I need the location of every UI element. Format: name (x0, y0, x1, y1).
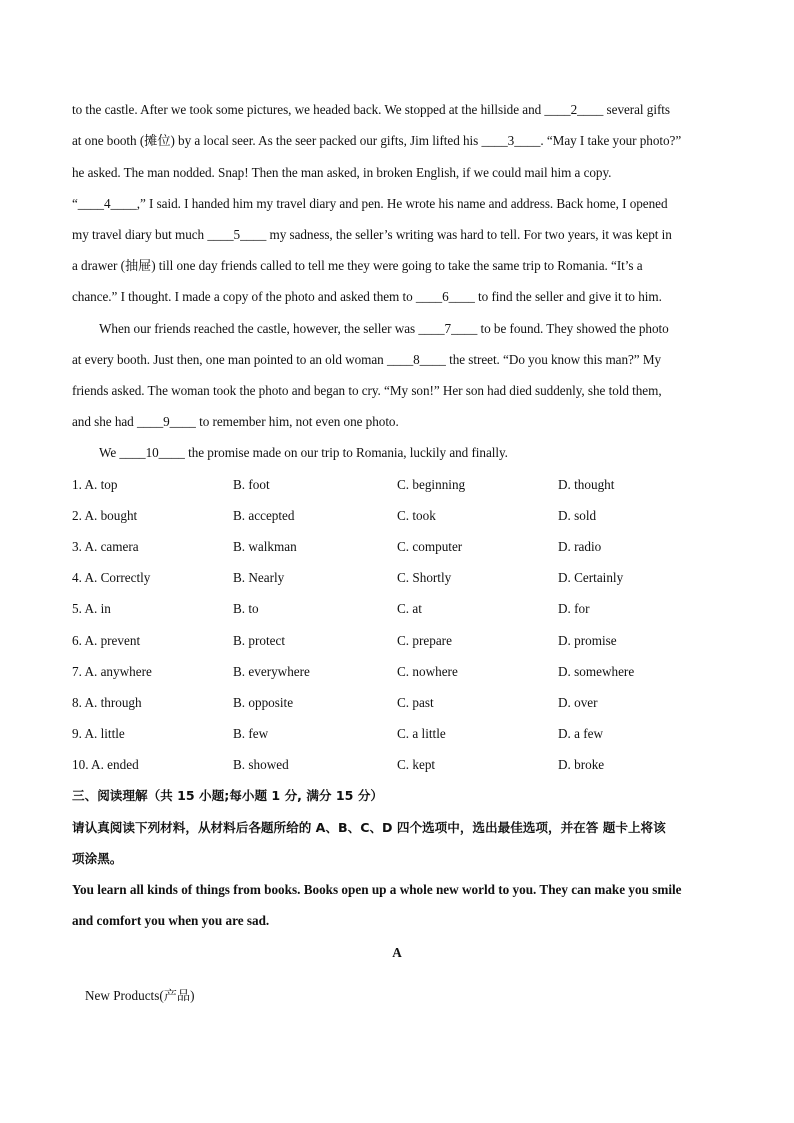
option-c: C. Shortly (397, 570, 452, 585)
passage-line-3: he asked. The man nodded. Snap! Then the man asked, in broken English, if we could mail him a copy. (72, 165, 612, 180)
question-row-9 (72, 725, 732, 743)
option-d: D. promise (558, 633, 617, 648)
option-b: B. accepted (233, 508, 295, 523)
new-products-title: New Products(产品) (85, 988, 195, 1003)
passage-line-7: chance.” I thought. I made a copy of the photo and asked them to ____6____ to find the seller and give it to him. (72, 289, 662, 304)
option-d: D. a few (558, 726, 604, 741)
option-d: D. radio (558, 539, 602, 554)
question-row-1 (72, 476, 732, 494)
option-b: B. foot (233, 477, 270, 492)
option-a: 3. A. camera (72, 539, 139, 554)
option-b: B. Nearly (233, 570, 285, 585)
passage-line-6: a drawer (抽屉) till one day friends called to tell me they were going to take the same trip to Romania. “It’s a (72, 258, 643, 273)
option-b: B. to (233, 601, 259, 616)
section-heading: 三、阅读理解（共 15 小题;每小题 1 分, 满分 15 分） (72, 788, 384, 803)
passage-line-11: and she had ____9____ to remember him, not even one photo. (72, 414, 399, 429)
question-row-10 (72, 756, 732, 774)
passage-line-10: friends asked. The woman took the photo and began to cry. “My son!” Her son had died suddenly, she told them, (72, 383, 662, 398)
option-d: D. broke (558, 757, 605, 772)
option-c: C. nowhere (397, 664, 458, 679)
option-d: D. thought (558, 477, 615, 492)
option-b: B. few (233, 726, 269, 741)
option-a: 10. A. ended (72, 757, 139, 772)
option-c: C. at (397, 601, 422, 616)
option-a: 5. A. in (72, 601, 111, 616)
option-c: C. a little (397, 726, 446, 741)
question-row-2 (72, 507, 732, 525)
question-row-5 (72, 600, 732, 618)
question-row-7 (72, 663, 732, 681)
option-d: D. Certainly (558, 570, 624, 585)
option-a: 6. A. prevent (72, 633, 141, 648)
question-row-4 (72, 569, 732, 587)
option-c: C. computer (397, 539, 463, 554)
passage-line-8: When our friends reached the castle, however, the seller was ____7____ to be found. They showed the photo (99, 321, 669, 336)
passage-line-1: to the castle. After we took some pictures, we headed back. We stopped at the hillside and ____2____ several gifts (72, 102, 670, 117)
passage-line-5: my travel diary but much ____5____ my sadness, the seller’s writing was hard to tell. For two years, it was kept in (72, 227, 672, 242)
option-d: D. over (558, 695, 598, 710)
intro-line-1: You learn all kinds of things from books. Books open up a whole new world to you. They can make you smile (72, 882, 682, 897)
option-c: C. prepare (397, 633, 452, 648)
option-b: B. everywhere (233, 664, 310, 679)
option-a: 8. A. through (72, 695, 142, 710)
option-d: D. sold (558, 508, 597, 523)
intro-line-2: and comfort you when you are sad. (72, 913, 270, 928)
option-d: D. for (558, 601, 590, 616)
part-letter: A (392, 945, 402, 960)
question-row-8 (72, 694, 732, 712)
option-a: 4. A. Correctly (72, 570, 151, 585)
option-c: C. took (397, 508, 436, 523)
option-a: 2. A. bought (72, 508, 138, 523)
option-c: C. past (397, 695, 434, 710)
passage-line-12: We ____10____ the promise made on our trip to Romania, luckily and finally. (99, 445, 508, 460)
section-instruction-line-1: 请认真阅读下列材料，从材料后各题所给的 A、B、C、D 四个选项中，选出最佳选项，并在答 题卡上将该 (72, 820, 666, 835)
option-c: C. beginning (397, 477, 466, 492)
option-a: 1. A. top (72, 477, 118, 492)
option-b: B. opposite (233, 695, 294, 710)
option-d: D. somewhere (558, 664, 635, 679)
passage-line-4: “____4____,” I said. I handed him my travel diary and pen. He wrote his name and address. Back home, I opened (72, 196, 668, 211)
option-c: C. kept (397, 757, 436, 772)
question-row-3 (72, 538, 732, 556)
passage-line-2: at one booth (摊位) by a local seer. As the seer packed our gifts, Jim lifted his ____3____. “May I take your photo?” (72, 133, 682, 148)
option-b: B. walkman (233, 539, 297, 554)
option-b: B. showed (233, 757, 289, 772)
option-a: 9. A. little (72, 726, 125, 741)
question-row-6 (72, 632, 732, 650)
section-instruction-line-2: 项涂黑。 (72, 851, 123, 866)
option-b: B. protect (233, 633, 286, 648)
passage-line-9: at every booth. Just then, one man pointed to an old woman ____8____ the street. “Do you know this man?” My (72, 352, 662, 367)
option-a: 7. A. anywhere (72, 664, 152, 679)
